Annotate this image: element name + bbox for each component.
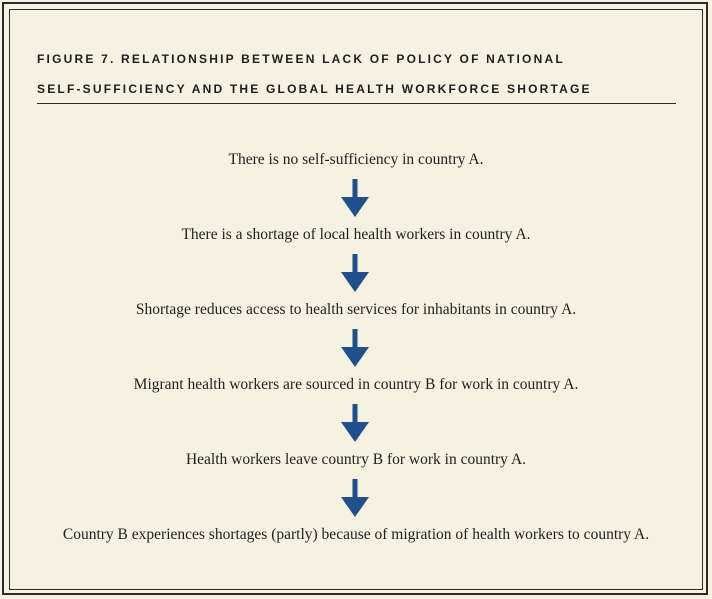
flow-step-1: There is no self-sufficiency in country A. [228, 151, 484, 168]
arrow-down-icon [341, 479, 369, 517]
arrow-down-icon [341, 404, 369, 442]
flow-step-2: There is a shortage of local health workers in country A. [181, 226, 531, 243]
arrow-down-icon [341, 329, 369, 367]
flow-step-4: Migrant health workers are sourced in country B for work in country A. [133, 376, 579, 393]
arrow-down-icon [341, 254, 369, 292]
figure-title-line-2: SELF-SUFFICIENCY AND THE GLOBAL HEALTH WORKFORCE SHORTAGE [37, 82, 592, 96]
title-divider [37, 103, 676, 104]
flow-step-5: Health workers leave country B for work in country A. [185, 451, 527, 468]
flow-step-3: Shortage reduces access to health services for inhabitants in country A. [135, 301, 577, 318]
flow-step-6: Country B experiences shortages (partly) because of migration of health workers to country A. [62, 526, 650, 543]
arrow-down-icon [341, 179, 369, 217]
figure-title-line-1: FIGURE 7. RELATIONSHIP BETWEEN LACK OF POLICY OF NATIONAL [37, 52, 565, 66]
figure-title [37, 44, 677, 104]
